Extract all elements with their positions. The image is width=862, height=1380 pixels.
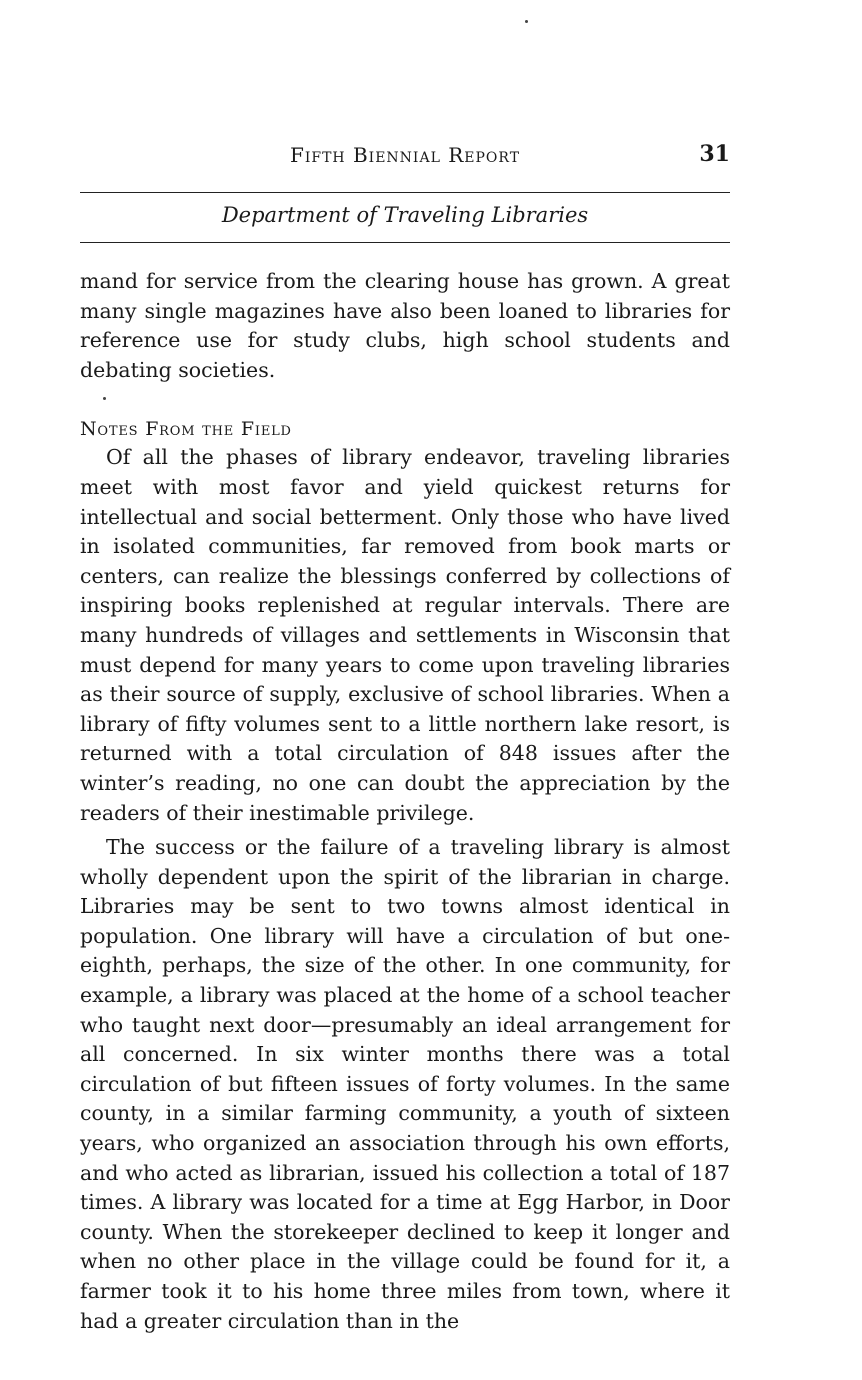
ink-speck — [525, 20, 528, 23]
body-text — [80, 267, 730, 1336]
running-title: Fifth Biennial Report — [289, 143, 521, 167]
department-heading: Department of Traveling Libraries — [221, 203, 589, 227]
section-heading: Notes From the Field — [80, 418, 292, 441]
paragraph: Of all the phases of library endeavor, traveling libraries meet with most favor and yield quickest returns for intellectual and social betterment. Only those who have lived in isolated communities, far removed from book marts or centers, can realize the blessings conferred by collections of inspiring books replenished at regular intervals. There are many hundreds of villages and settlements in Wisconsin that must depend for many years to come upon traveling libraries as their source of supply, exclusive of school libraries. When a library of fifty volumes sent to a little northern lake resort, is returned with a total circulation of 848 issues after the winter’s reading, no one can doubt the appreciation by the readers of their inestimable privilege. — [80, 445, 730, 825]
header-rule-bottom — [80, 242, 730, 243]
paragraph: The success or the failure of a traveling library is almost wholly dependent upon the spirit of the librarian in charge. Libraries may be sent to two towns almost identical in population. One library will have a circulation of but one-eighth, perhaps, the size of the other. In one community, for example, a library was placed at the home of a school teacher who taught next door—presumably an ideal arrangement for all concerned. In six winter months there was a total circulation of but fifteen issues of forty volumes. In the same county, in a similar farming community, a youth of sixteen years, who organized an association through his own efforts, and who acted as librarian, issued his collection a total of 187 times. A library was located for a time at Egg Harbor, in Door county. When the storekeeper declined to keep it longer and when no other place in the village could be found for it, a farmer took it to his home three miles from town, where it had a greater circulation than in the — [80, 835, 730, 1333]
header-rule-top — [80, 192, 730, 193]
running-head — [80, 143, 730, 173]
continued-paragraph: mand for service from the clearing house has grown. A great many single magazines have also been loaned to libraries for reference use for study clubs, high school students and debating societies. — [80, 269, 730, 382]
page-number: 31 — [699, 141, 730, 167]
